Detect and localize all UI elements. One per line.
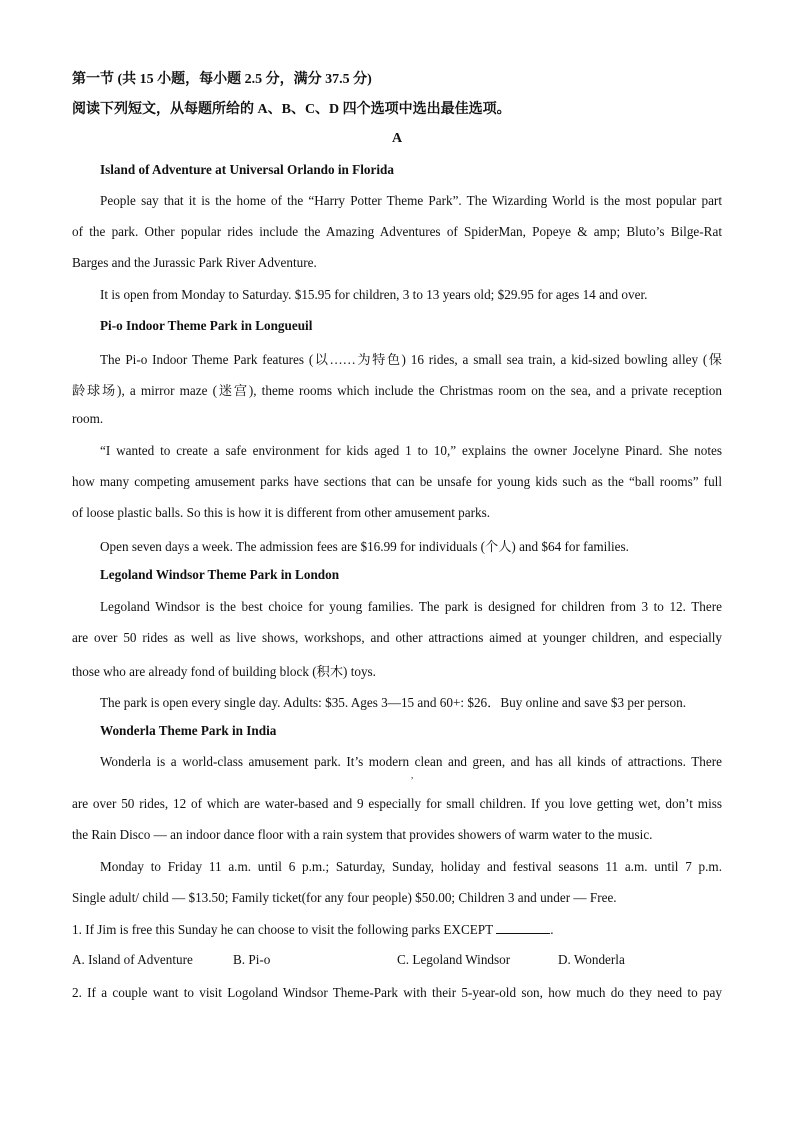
paragraph-line: of the park. Other popular rides include the Amazing Adventures of SpiderMan, Popeye & amp; Bluto’s Bilge-Rat [72, 224, 722, 239]
paragraph-line: Wonderla is a world-class amusement park. It’s modern clean and green, and has all kinds of attractions. There [100, 754, 722, 769]
paragraph-line: how many competing amusement parks have sections that can be unsafe for young kids such as the “ball rooms” full [72, 474, 722, 489]
paragraph-line: The park is open every single day. Adults: $35. Ages 3—15 and 60+: $26．Buy online and save $3 per person. [100, 695, 686, 710]
section-instruction: 阅读下列短文，从每题所给的 A、B、C、D 四个选项中选出最佳选项。 [72, 102, 511, 117]
paragraph-line: room. [72, 411, 104, 426]
paragraph-line: Legoland Windsor is the best choice for young families. The park is designed for children from 3 to 12. There [100, 599, 722, 614]
option-b[interactable]: B. Pi-o [233, 952, 271, 967]
park-heading-legoland-windsor: Legoland Windsor Theme Park in London [100, 567, 340, 582]
option-c[interactable]: C. Legoland Windsor [397, 952, 511, 967]
park-heading-pi-o: Pi-o Indoor Theme Park in Longueuil [100, 318, 313, 333]
paragraph-line: the Rain Disco — an indoor dance floor with a rain system that provides showers of warm water to the music. [72, 827, 653, 842]
park-heading-island-of-adventure: Island of Adventure at Universal Orlando in Florida [100, 162, 394, 177]
stray-mark: , [411, 770, 414, 780]
passage-label: A [391, 131, 403, 146]
question-2: 2. If a couple want to visit Logoland Windsor Theme-Park with their 5-year-old son, how much do they need to pay [72, 985, 722, 1000]
option-a[interactable]: A. Island of Adventure [72, 952, 193, 967]
paragraph-line: Monday to Friday 11 a.m. until 6 p.m.; Saturday, Sunday, holiday and festival seasons 11 a.m. until 7 p.m. [100, 859, 722, 874]
section-title: 第一节 (共 15 小题，每小题 2.5 分，满分 37.5 分) [72, 72, 372, 87]
paragraph-line: of loose plastic balls. So this is how it is different from other amusement parks. [72, 505, 491, 520]
question-end: . [550, 922, 554, 937]
question-1 [72, 921, 554, 938]
paragraph-line: Single adult/ child — $13.50; Family ticket(for any four people) $50.00; Children 3 and under — Free. [72, 890, 617, 905]
park-heading-wonderla: Wonderla Theme Park in India [100, 723, 277, 738]
paragraph-line: are over 50 rides, 12 of which are water-based and 9 especially for small children. If you love getting wet, don’t miss [72, 796, 722, 811]
question-stem: 1. If Jim is free this Sunday he can choose to visit the following parks EXCEPT [72, 922, 493, 937]
answer-blank[interactable] [496, 921, 550, 934]
paragraph-line: People say that it is the home of the “Harry Potter Theme Park”. The Wizarding World is the most popular part [100, 193, 722, 208]
paragraph-line: The Pi-o Indoor Theme Park features (以……为特色) 16 rides, a small sea train, a kid-sized bowling alley (保 [100, 352, 722, 367]
option-d[interactable]: D. Wonderla [558, 952, 625, 967]
paragraph-line: are over 50 rides as well as live shows, workshops, and other attractions aimed at younger children, and especially [72, 630, 722, 645]
paragraph-line: It is open from Monday to Saturday. $15.95 for children, 3 to 13 years old; $29.95 for ages 14 and over. [100, 287, 648, 302]
paragraph-line: Barges and the Jurassic Park River Adventure. [72, 255, 317, 270]
paragraph-line: “I wanted to create a safe environment for kids aged 1 to 10,” explains the owner Jocelyne Pinard. She notes [100, 443, 722, 458]
paragraph-line: 龄球场), a mirror maze (迷宫), theme rooms which include the Christmas room on the sea, and a private reception [72, 383, 722, 398]
paragraph-line: Open seven days a week. The admission fees are $16.99 for individuals (个人) and $64 for families. [100, 539, 629, 554]
paragraph-line: those who are already fond of building block (积木) toys. [72, 664, 376, 679]
